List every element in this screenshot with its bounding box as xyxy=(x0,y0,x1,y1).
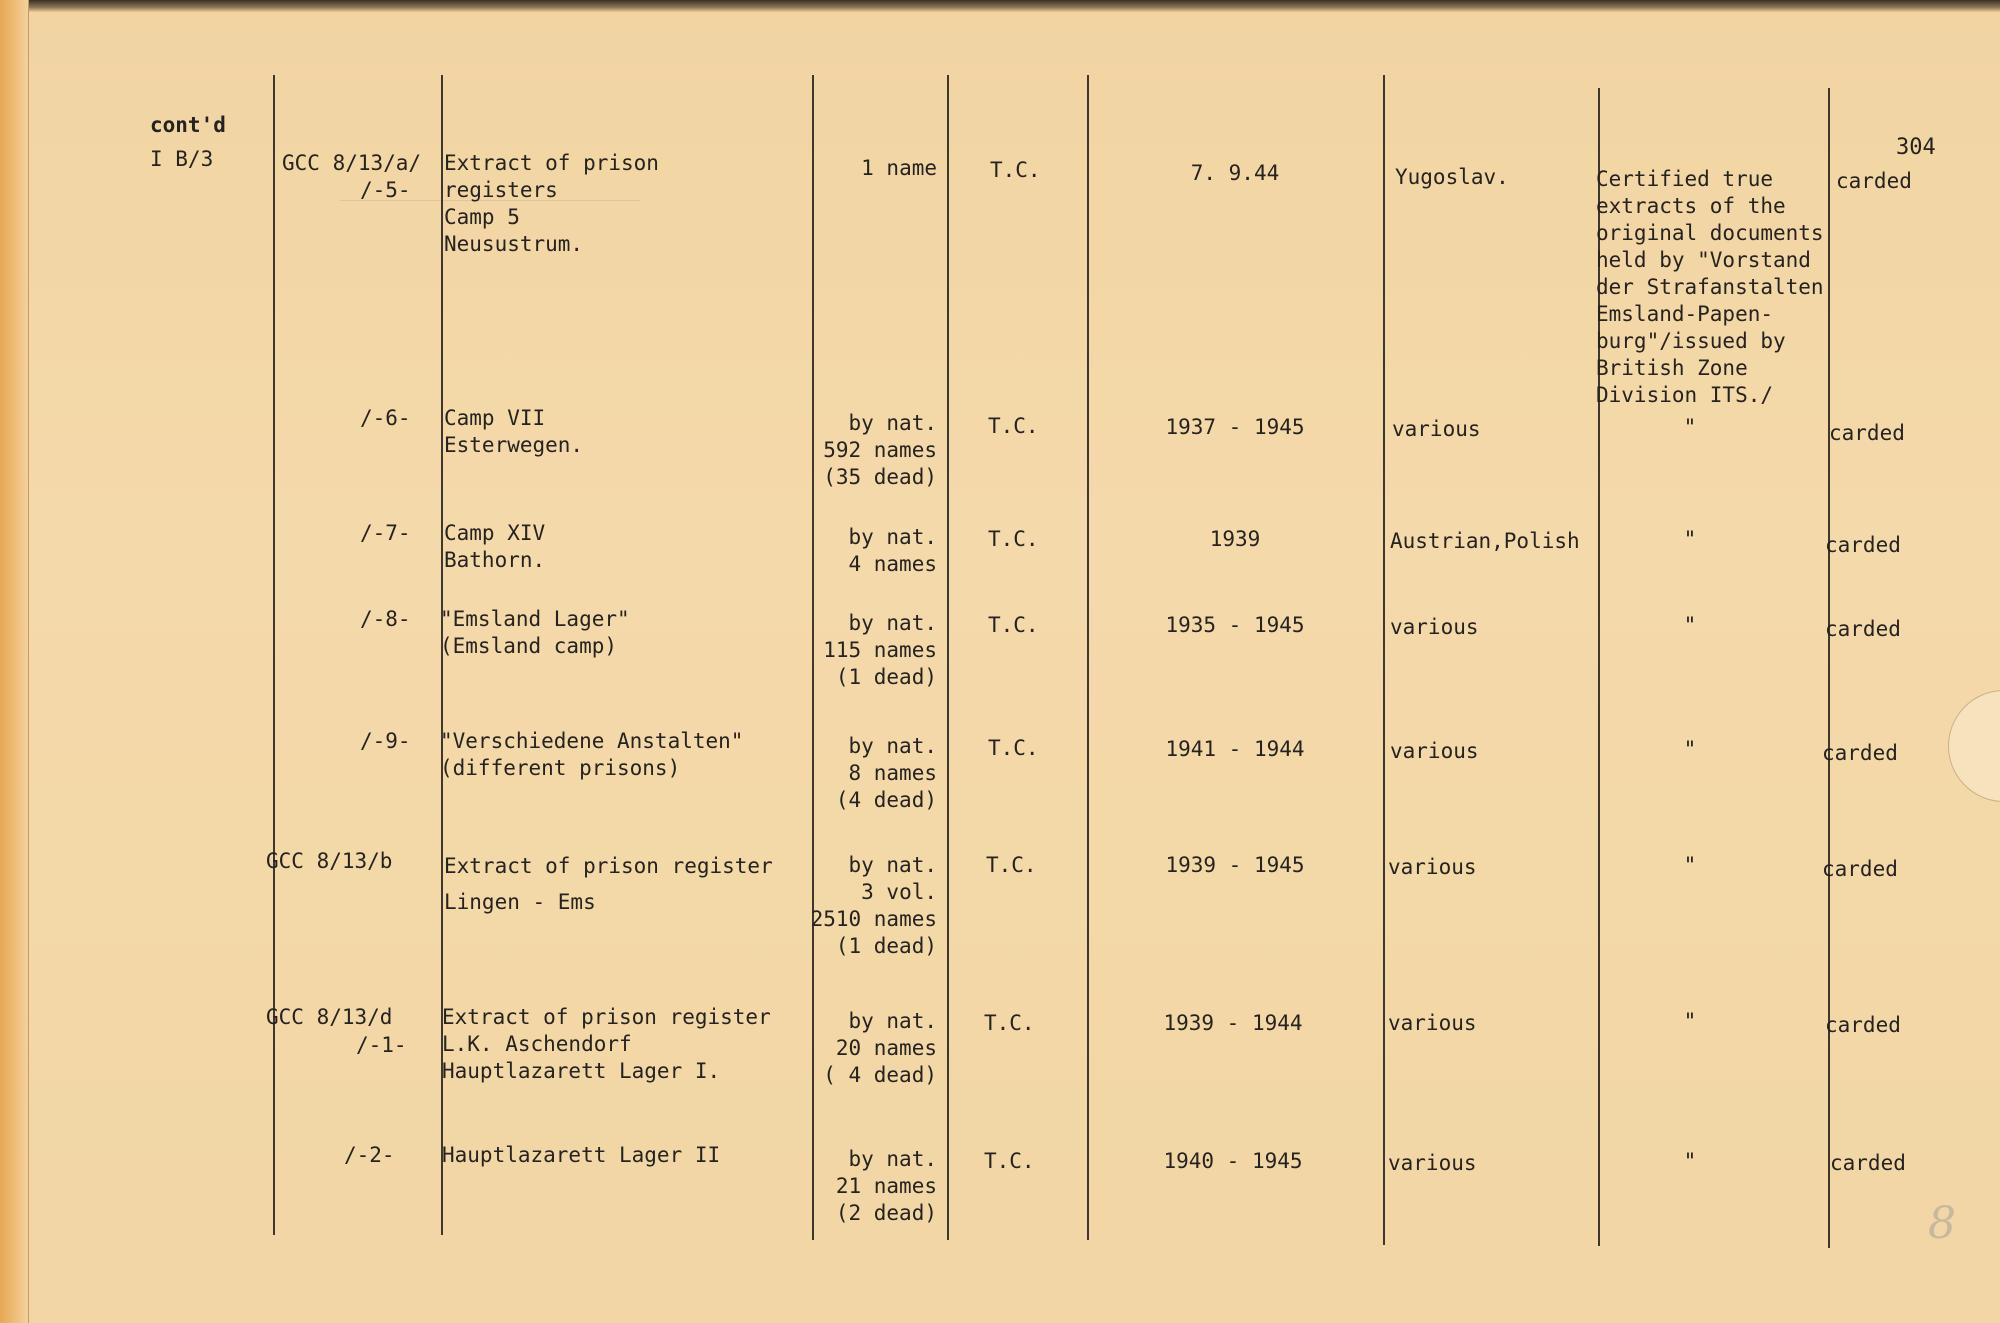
section-label: I B/3 xyxy=(150,147,214,171)
record-status: carded xyxy=(1825,617,1901,641)
record-status: carded xyxy=(1825,1013,1901,1037)
record-quantity: by nat. 8 names (4 dead) xyxy=(835,734,937,812)
record-period: 1939 xyxy=(1209,527,1261,551)
sub-reference: /-8- xyxy=(360,607,411,631)
record-type: T.C. xyxy=(988,414,1039,438)
record-period: 1937 - 1945 xyxy=(1165,415,1305,439)
page-top-edge xyxy=(0,0,2000,12)
record-quantity: by nat. 3 vol. 2510 names (1 dead) xyxy=(810,853,937,958)
record-remarks: Certified true extracts of the original documents held by "Vorstand der Strafanstalten Emsland-Papen- burg"/issued by British Zone Division ITS./ xyxy=(1596,167,1824,407)
record-type: T.C. xyxy=(988,613,1039,637)
reference-code: GCC 8/13/d xyxy=(266,1005,393,1029)
record-type: T.C. xyxy=(990,158,1041,182)
sub-reference: /-2- xyxy=(344,1143,395,1167)
record-description: Extract of prison register Lingen - Ems xyxy=(444,854,773,914)
ditto-mark: " xyxy=(1683,415,1697,439)
sub-reference: /-5- xyxy=(360,178,411,202)
record-description: Extract of prison register L.K. Aschendorf Hauptlazarett Lager I. xyxy=(442,1005,771,1083)
handwritten-mark: 8 xyxy=(1928,1198,1956,1249)
record-type: T.C. xyxy=(986,853,1037,877)
ditto-mark: " xyxy=(1683,527,1697,551)
record-nationality: Austrian,Polish xyxy=(1390,529,1580,553)
sub-reference: /-9- xyxy=(360,729,411,753)
record-type: T.C. xyxy=(988,527,1039,551)
page-number: 304 xyxy=(1896,135,1936,160)
ditto-mark: " xyxy=(1683,613,1697,637)
ditto-mark: " xyxy=(1683,737,1697,761)
record-period: 1935 - 1945 xyxy=(1165,613,1305,637)
record-description: Hauptlazarett Lager II xyxy=(442,1143,721,1167)
record-nationality: various xyxy=(1390,739,1479,763)
record-nationality: various xyxy=(1390,615,1479,639)
column-rule xyxy=(1828,88,1830,1248)
record-type: T.C. xyxy=(984,1011,1035,1035)
record-nationality: various xyxy=(1392,417,1481,441)
record-period: 1941 - 1944 xyxy=(1165,737,1305,761)
binder-spine xyxy=(0,0,29,1323)
record-description: "Verschiedene Anstalten" (different prisons) xyxy=(440,729,744,780)
page-tab-notch xyxy=(1948,690,2000,802)
record-nationality: various xyxy=(1388,1151,1477,1175)
record-nationality: various xyxy=(1388,855,1477,879)
sub-reference: /-1- xyxy=(356,1033,407,1057)
record-description: Camp XIV Bathorn. xyxy=(444,521,546,572)
record-description: "Emsland Lager" (Emsland camp) xyxy=(440,607,630,658)
record-nationality: Yugoslav. xyxy=(1395,165,1509,189)
record-period: 7. 9.44 xyxy=(1190,161,1280,185)
record-quantity: by nat. 4 names xyxy=(848,525,937,576)
record-type: T.C. xyxy=(984,1149,1035,1173)
record-status: carded xyxy=(1822,741,1898,765)
record-description: Extract of prison registers Camp 5 Neusustrum. xyxy=(444,151,659,256)
record-quantity: by nat. 592 names (35 dead) xyxy=(823,411,937,489)
record-quantity: by nat. 20 names ( 4 dead) xyxy=(823,1009,937,1087)
record-nationality: various xyxy=(1388,1011,1477,1035)
reference-code: GCC 8/13/b xyxy=(266,849,393,873)
record-period: 1939 - 1944 xyxy=(1163,1011,1303,1035)
record-status: carded xyxy=(1822,857,1898,881)
record-quantity: 1 name xyxy=(861,156,937,180)
sub-reference: /-6- xyxy=(360,406,411,430)
ditto-mark: " xyxy=(1683,1149,1697,1173)
contd-label: cont'd xyxy=(150,113,226,137)
record-status: carded xyxy=(1830,1151,1906,1175)
ditto-mark: " xyxy=(1683,1009,1697,1033)
record-status: carded xyxy=(1829,421,1905,445)
column-rule xyxy=(1383,75,1385,1245)
record-quantity: by nat. 115 names (1 dead) xyxy=(823,611,937,689)
record-period: 1940 - 1945 xyxy=(1163,1149,1303,1173)
record-description: Camp VII Esterwegen. xyxy=(444,406,584,457)
column-rule xyxy=(1087,75,1089,1240)
column-rule xyxy=(947,75,949,1240)
record-status: carded xyxy=(1825,533,1901,557)
record-period: 1939 - 1945 xyxy=(1165,853,1305,877)
reference-code: GCC 8/13/a/ xyxy=(282,151,422,175)
record-type: T.C. xyxy=(988,736,1039,760)
sub-reference: /-7- xyxy=(360,521,411,545)
column-rule xyxy=(273,75,275,1235)
ditto-mark: " xyxy=(1683,853,1697,877)
record-quantity: by nat. 21 names (2 dead) xyxy=(835,1147,937,1225)
record-status: carded xyxy=(1836,169,1912,193)
